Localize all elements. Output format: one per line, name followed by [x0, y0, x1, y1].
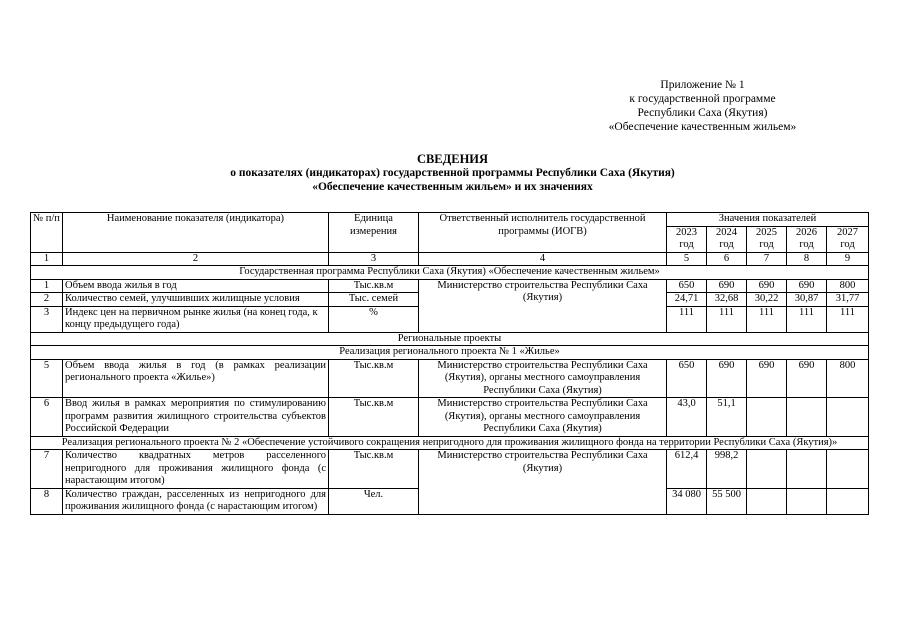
value-cell: 690 [787, 359, 827, 398]
indicator-name: Объем ввода жилья в год (в рамках реализации регионального проекта «Жилье») [63, 359, 329, 398]
annex-line: Республики Саха (Якутия) [637, 107, 768, 119]
header-year: 2027 год [827, 226, 869, 252]
value-cell [787, 450, 827, 489]
header-values: Значения показателей [667, 213, 869, 227]
executor-cell: Министерство строительства Республики Саха (Якутия), органы местного самоуправления Республики Саха (Якутия) [419, 398, 667, 437]
value-cell [747, 450, 787, 489]
annex-line: Приложение № 1 [660, 79, 745, 91]
indicator-name: Индекс цен на первичном рынке жилья (на конец года, к концу предыдущего года) [63, 306, 329, 332]
value-cell [747, 398, 787, 437]
column-number: 6 [707, 252, 747, 266]
value-cell: 111 [787, 306, 827, 332]
unit-cell: Тыс.кв.м [329, 359, 419, 398]
value-cell: 690 [747, 359, 787, 398]
value-cell: 612,4 [667, 450, 707, 489]
unit-cell: Чел. [329, 488, 419, 514]
value-cell: 32,68 [707, 293, 747, 307]
header-name: Наименование показателя (индикатора) [63, 213, 329, 253]
indicator-name: Количество граждан, расселенных из непригодного для проживания жилищного фонда (с нарастающим итогом) [63, 488, 329, 514]
value-cell: 55 500 [707, 488, 747, 514]
value-cell: 30,87 [787, 293, 827, 307]
header-unit: Единица измерения [329, 213, 419, 253]
value-cell [787, 398, 827, 437]
column-number: 4 [419, 252, 667, 266]
indicator-name: Количество квадратных метров расселенного непригодного для проживания жилищного фонда (с нарастающим итогом) [63, 450, 329, 489]
column-number: 8 [787, 252, 827, 266]
value-cell [827, 398, 869, 437]
annex-header [560, 78, 845, 134]
value-cell: 690 [707, 359, 747, 398]
executor-cell: Министерство строительства Республики Саха (Якутия) [419, 279, 667, 332]
header-executor: Ответственный исполнитель государственной программы (ИОГВ) [419, 213, 667, 253]
value-cell: 650 [667, 279, 707, 293]
column-number: 2 [63, 252, 329, 266]
value-cell: 111 [707, 306, 747, 332]
unit-cell: Тыс.кв.м [329, 398, 419, 437]
title-line: о показателях (индикаторах) государственной программы Республики Саха (Якутия) [230, 167, 675, 179]
header-year: 2025 год [747, 226, 787, 252]
table-row [31, 279, 869, 293]
section-row-rp2 [31, 436, 869, 450]
row-number: 8 [31, 488, 63, 514]
section-row-program [31, 266, 869, 280]
document-title [0, 152, 905, 194]
section-title: Региональные проекты [31, 332, 869, 346]
value-cell [827, 488, 869, 514]
section-row-regional [31, 332, 869, 346]
indicator-name: Объем ввода жилья в год [63, 279, 329, 293]
header-year: 2023 год [667, 226, 707, 252]
value-cell: 800 [827, 359, 869, 398]
column-number: 9 [827, 252, 869, 266]
column-number: 7 [747, 252, 787, 266]
table-row [31, 398, 869, 437]
section-title: Реализация регионального проекта № 2 «Обеспечение устойчивого сокращения непригодного для проживания жилищного фонда на территории Республики Саха (Якутия)» [31, 436, 869, 450]
value-cell: 24,71 [667, 293, 707, 307]
row-number: 3 [31, 306, 63, 332]
value-cell [787, 488, 827, 514]
value-cell: 690 [747, 279, 787, 293]
row-number: 1 [31, 279, 63, 293]
row-number: 6 [31, 398, 63, 437]
column-number: 5 [667, 252, 707, 266]
value-cell: 998,2 [707, 450, 747, 489]
value-cell: 31,77 [827, 293, 869, 307]
value-cell: 690 [787, 279, 827, 293]
indicator-name: Количество семей, улучшивших жилищные условия [63, 293, 329, 307]
value-cell: 111 [747, 306, 787, 332]
title-heading: СВЕДЕНИЯ [416, 152, 489, 166]
value-cell [747, 488, 787, 514]
value-cell: 650 [667, 359, 707, 398]
executor-cell: Министерство строительства Республики Саха (Якутия), органы местного самоуправления Республики Саха (Якутия) [419, 359, 667, 398]
value-cell: 30,22 [747, 293, 787, 307]
indicators-table [30, 212, 869, 515]
column-number: 1 [31, 252, 63, 266]
header-num: № п/п [31, 213, 63, 253]
section-title: Государственная программа Республики Саха (Якутия) «Обеспечение качественным жильем» [31, 266, 869, 280]
annex-line: «Обеспечение качественным жильем» [608, 121, 797, 133]
value-cell: 51,1 [707, 398, 747, 437]
section-row-rp1 [31, 346, 869, 360]
table-row [31, 359, 869, 398]
executor-cell: Министерство строительства Республики Саха (Якутия) [419, 450, 667, 515]
title-line: «Обеспечение качественным жильем» и их значениях [312, 181, 593, 193]
value-cell [827, 450, 869, 489]
column-number: 3 [329, 252, 419, 266]
value-cell: 800 [827, 279, 869, 293]
row-number: 2 [31, 293, 63, 307]
column-numbers-row [31, 252, 869, 266]
table-row [31, 450, 869, 489]
section-title: Реализация регионального проекта № 1 «Жилье» [31, 346, 869, 360]
row-number: 5 [31, 359, 63, 398]
unit-cell: Тыс.кв.м [329, 450, 419, 489]
annex-line: к государственной программе [629, 93, 776, 105]
header-year: 2026 год [787, 226, 827, 252]
value-cell: 34 080 [667, 488, 707, 514]
header-row [31, 213, 869, 227]
value-cell: 111 [827, 306, 869, 332]
unit-cell: Тыс. семей [329, 293, 419, 307]
value-cell: 43,0 [667, 398, 707, 437]
unit-cell: % [329, 306, 419, 332]
unit-cell: Тыс.кв.м [329, 279, 419, 293]
value-cell: 690 [707, 279, 747, 293]
value-cell: 111 [667, 306, 707, 332]
indicator-name: Ввод жилья в рамках мероприятия по стимулированию программ развития жилищного строительства субъектов Российской Федерации [63, 398, 329, 437]
row-number: 7 [31, 450, 63, 489]
header-year: 2024 год [707, 226, 747, 252]
